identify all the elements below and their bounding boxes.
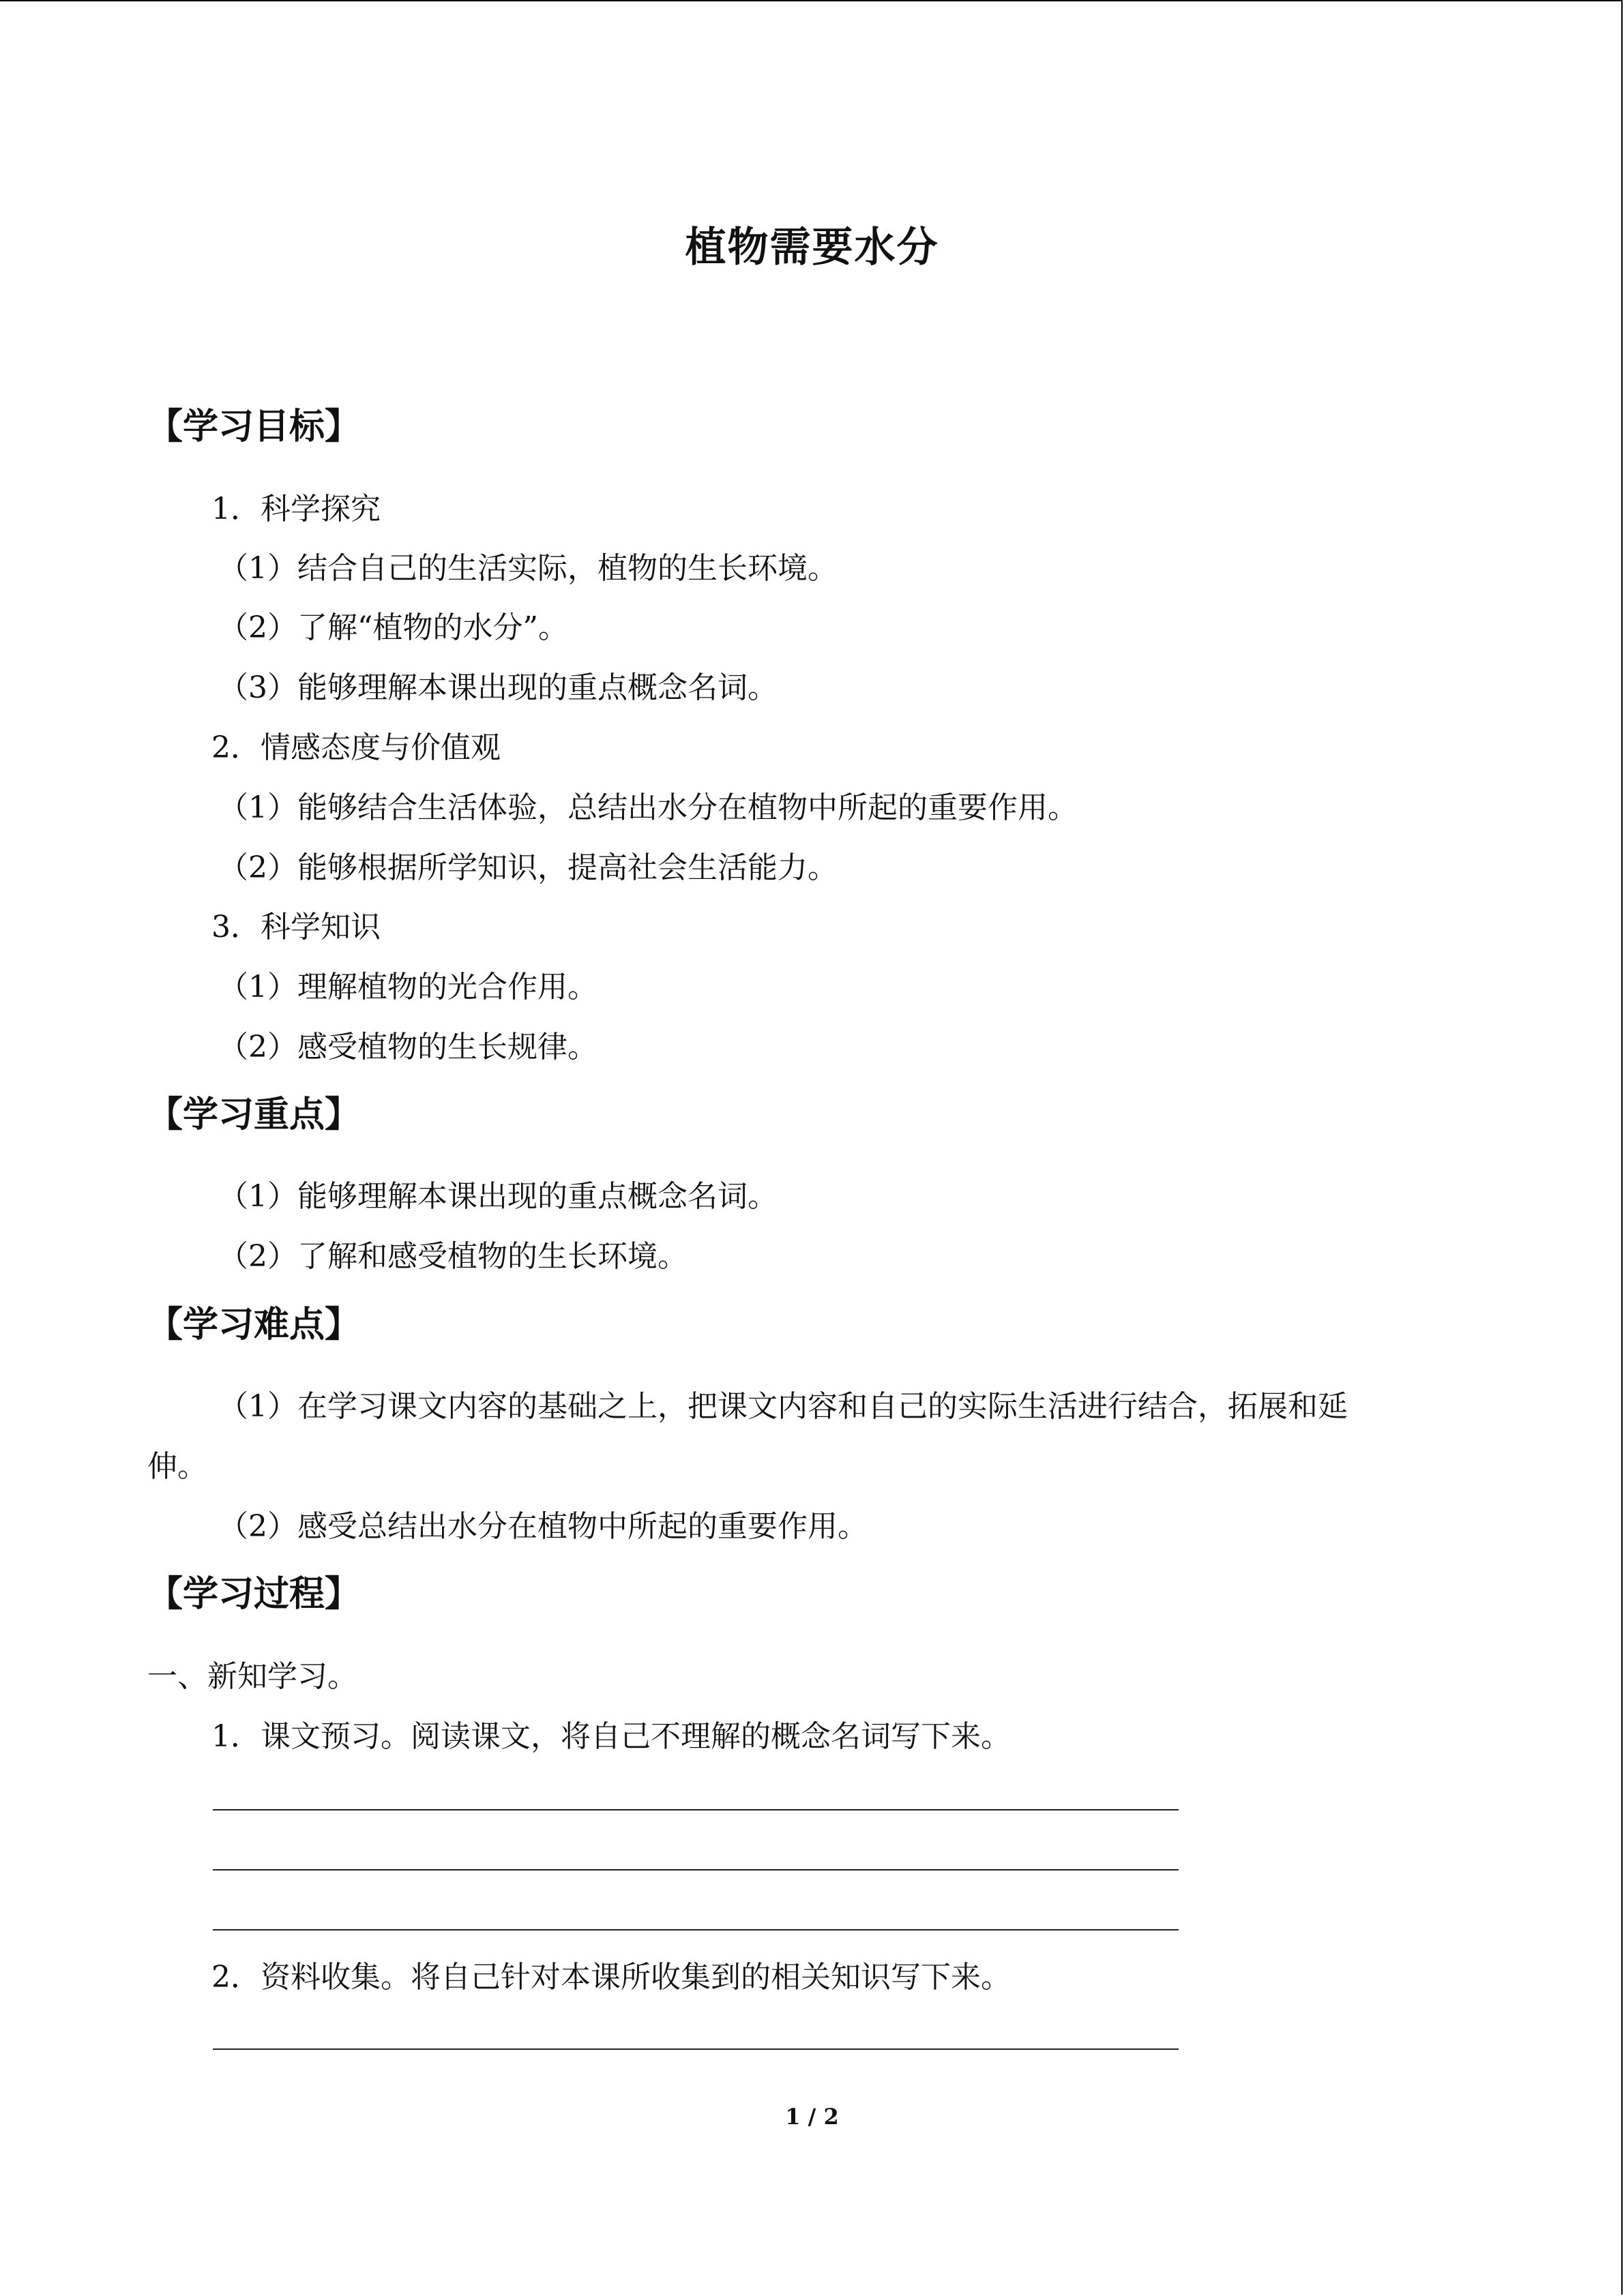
goal-item-2: 2．情感态度与价值观 xyxy=(211,730,501,765)
goal-item-1-3: （3）能够理解本课出现的重点概念名词。 xyxy=(218,670,778,705)
goal-item-3-1: （1）理解植物的光合作用。 xyxy=(218,970,597,1004)
section-heading-key-points: 【学习重点】 xyxy=(147,1094,361,1135)
goal-item-2-2: （2）能够根据所学知识，提高社会生活能力。 xyxy=(218,850,838,885)
goal-item-3: 3．科学知识 xyxy=(211,910,381,944)
answer-line[interactable] xyxy=(213,2048,1179,2050)
page-title: 植物需要水分 xyxy=(685,224,939,271)
goal-item-2-1: （1）能够结合生活体验，总结出水分在植物中所起的重要作用。 xyxy=(218,790,1078,825)
goal-item-1-2: （2）了解“植物的水分”。 xyxy=(218,610,568,645)
process-task-1: 1．课文预习。阅读课文，将自己不理解的概念名词写下来。 xyxy=(211,1719,1011,1754)
section-heading-difficulties: 【学习难点】 xyxy=(147,1304,361,1345)
process-part-1: 一、新知学习。 xyxy=(147,1659,357,1694)
key-point-2: （2）了解和感受植物的生长环境。 xyxy=(218,1239,688,1274)
goal-item-1-1: （1）结合自己的生活实际，植物的生长环境。 xyxy=(218,551,838,586)
process-task-2: 2．资料收集。将自己针对本课所收集到的相关知识写下来。 xyxy=(211,1960,1011,1995)
section-heading-process: 【学习过程】 xyxy=(147,1574,361,1615)
section-heading-goals: 【学习目标】 xyxy=(147,406,361,447)
difficulty-1-line-2: 伸。 xyxy=(147,1449,207,1484)
difficulty-1-line-1: （1）在学习课文内容的基础之上，把课文内容和自己的实际生活进行结合，拓展和延 xyxy=(218,1389,1348,1424)
answer-line[interactable] xyxy=(213,1869,1179,1870)
key-point-1: （1）能够理解本课出现的重点概念名词。 xyxy=(218,1179,778,1214)
goal-item-3-2: （2）感受植物的生长规律。 xyxy=(218,1030,597,1064)
answer-line[interactable] xyxy=(213,1929,1179,1930)
page-number: 1 / 2 xyxy=(785,2104,839,2130)
answer-line[interactable] xyxy=(213,1809,1179,1810)
goal-item-1: 1．科学探究 xyxy=(211,492,381,526)
difficulty-2: （2）感受总结出水分在植物中所起的重要作用。 xyxy=(218,1509,868,1544)
